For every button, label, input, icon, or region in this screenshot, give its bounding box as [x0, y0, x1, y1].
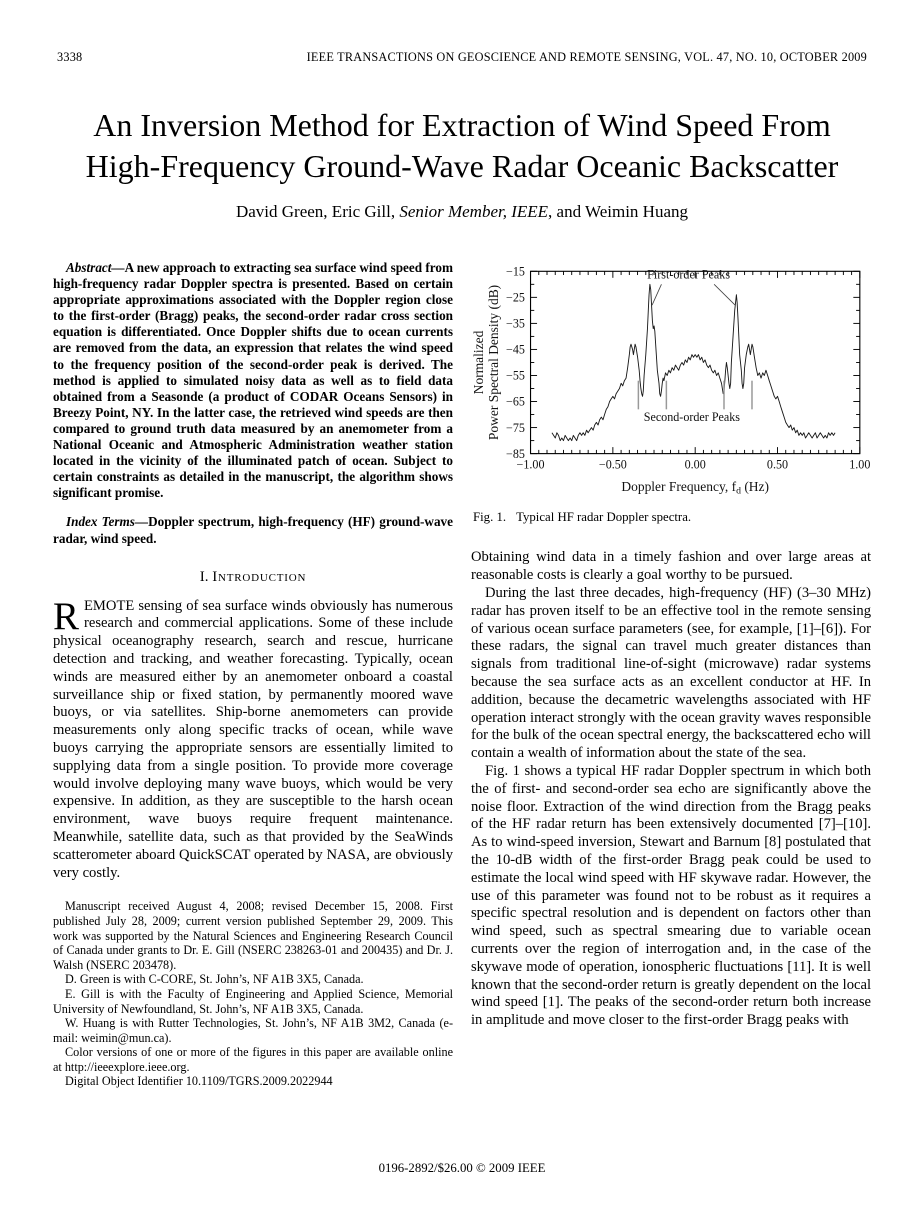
svg-text:1.00: 1.00 [849, 457, 871, 472]
section-heading-introduction [53, 569, 453, 586]
two-column-body [0, 260, 924, 1089]
abstract-text: A new approach to extracting sea surface wind speed from high-frequency radar Doppler spectra is presented. Based on certain appropriate approximations associated with the Doppler region close to the first-order (Bragg) peaks, the second-order radar cross section equation is differentiated. Once Doppler shifts due to ocean currents are removed from the data, an expression that relates the wind speed to the frequency position of the second-order peak is derived. The method is applied to simulated noisy data as well as to field data obtained from a Seasonde (a product of CODAR Oceans Sensors) in Breezy Point, NY. In the latter case, the retrieved wind speeds are then compared to ground truth data measured by an anemometer from a National Oceanic and Atmospheric Administration weather station located in the vicinity of the illuminated patch of ocean. Subject to certain constraints as detailed in the manuscript, the algorithm shows significant promise. [53, 260, 453, 501]
svg-text:Power Spectral Density (dB): Power Spectral Density (dB) [485, 284, 501, 441]
chart-axes [531, 271, 860, 453]
footnote-color-versions: Color versions of one or more of the figures in this paper are available online at http://ieeexplore.ieee.org. [53, 1045, 453, 1074]
first-page-footnotes [53, 899, 453, 1089]
author-membership: Senior Member, IEEE [399, 202, 549, 221]
author-line [0, 202, 924, 222]
journal-title: IEEE TRANSACTIONS ON GEOSCIENCE AND REMOTE SENSING, VOL. 47, NO. 10, OCTOBER 2009 [306, 50, 867, 64]
svg-text:−25: −25 [506, 290, 525, 305]
figure-1-caption-text: Typical HF radar Doppler spectra. [516, 510, 692, 525]
figure-1 [471, 262, 871, 525]
running-head [0, 0, 924, 65]
svg-text:−35: −35 [506, 316, 525, 331]
left-column [53, 260, 453, 1089]
svg-text:−1.00: −1.00 [516, 457, 545, 472]
svg-text:−0.50: −0.50 [598, 457, 627, 472]
figure-1-caption-label: Fig. 1. [473, 510, 507, 525]
svg-text:−55: −55 [506, 368, 525, 383]
body-paragraph-4: Fig. 1 shows a typical HF radar Doppler spectrum in which both the of first- and second-order sea echo are significantly above the noise floor. Extraction of the wind direction from the Bragg peaks of the HF radar return has been extensively documented [7]–[10]. As to wind-speed inversion, Stewart and Barnum [8] postulated that the 10-dB width of the first-order Bragg peak could be used to estimate the local wind speed with HF skywave radar. However, the use of this parameter was found not to be robust as it requires a specific spectral resolution and is dependent on factors other than wind speed, such as spectral smearing due to variable ocean currents over the region of interrogation and, in the case of the skywave mode of operation, ionospheric fluctuations [11]. It is well known that the second-order return is greatly dependent on the local wind speed [1]. The peaks of the second-order return both increase in amplitude and move closer to the first-order Bragg peaks with [471, 762, 871, 1029]
drop-cap: R [53, 594, 80, 638]
index-terms-paragraph [53, 514, 453, 546]
abstract-paragraph [53, 260, 453, 501]
svg-text:−85: −85 [506, 446, 525, 461]
second-order-peaks-label: Second-order Peaks [643, 410, 741, 425]
index-terms-label: Index Terms— [66, 514, 149, 530]
footnote-gill: E. Gill is with the Faculty of Engineering and Applied Science, Memorial University of Newfoundland, St. John’s, NF A1B 3X5, Canada. [53, 986, 453, 1016]
svg-text:Normalized: Normalized [471, 330, 487, 395]
paper-title: An Inversion Method for Extraction of Wind Speed From High-Frequency Ground-Wave Radar Oceanic Backscatter [85, 107, 839, 184]
footnote-green: D. Green is with C-CORE, St. John’s, NF A1B 3X5, Canada. [65, 972, 364, 987]
svg-text:0.00: 0.00 [684, 457, 706, 472]
footnote-huang: W. Huang is with Rutter Technologies, St. John’s, NF A1B 3M2, Canada (e-mail: weimin@mun.ca). [53, 1016, 453, 1045]
footnote-manuscript: Manuscript received August 4, 2008; revised December 15, 2008. First published July 28, 2009; current version published September 29, 2009. This work was supported by the Natural Sciences and Engineering Research Council of Canada under grants to Dr. E. Gill (NSERC 238263-01 and 200435) and Dr. J. Walsh (NSERC 203478). [53, 899, 453, 972]
page-number: 3338 [57, 50, 83, 64]
doppler-spectrum-chart [471, 262, 871, 496]
figure-1-caption [473, 510, 871, 525]
copyright-footer: 0196-2892/$26.00 © 2009 IEEE [378, 1161, 546, 1175]
first-order-peaks-label: First-order Peaks [647, 267, 731, 282]
section-title: Introduction [212, 568, 307, 585]
svg-text:Doppler Frequency, fd (Hz): Doppler Frequency, $f_d$ (Hz) [621, 478, 769, 497]
right-column [471, 260, 871, 1089]
intro-paragraph-1-text: EMOTE sensing of sea surface winds obviously has numerous research and commercial applications. Some of these include physical oceanography research, search and rescue, hurricane detection and tracking, and weather forecasting. Typically, ocean winds are measured either by an anemometer onboard a coastal surveillance ship or fixed station, by permanently moored wave buoys, or via satellites. Ship-borne anemometers can provide measurements only along specific tracks of ocean, while wave buoys carrying the appropriate sensors are essentially limited to supplying data from a single position. To provide more coverage would involve deploying many wave buoys, which would be very expensive. In addition, as they are susceptible to the harsh ocean environment, wave buoys require frequent maintenance. Meanwhile, satellite data, such as that provided by the SeaWinds scatterometer aboard QuickSCAT operated by NASA, are obviously very costly. [53, 597, 453, 881]
svg-text:−75: −75 [506, 420, 525, 435]
section-number: I. [199, 568, 209, 585]
body-paragraph-2: Obtaining wind data in a timely fashion and over large areas at reasonable costs is clearly a goal worthy to be pursued. [471, 549, 871, 584]
svg-text:−45: −45 [506, 342, 525, 357]
author-names-post: , and Weimin Huang [548, 202, 689, 221]
intro-paragraph-1 [53, 594, 453, 883]
abstract-label: Abstract— [66, 260, 125, 275]
svg-text:−15: −15 [506, 264, 525, 279]
svg-text:0.50: 0.50 [766, 457, 789, 472]
author-names-pre: David Green, Eric Gill, [235, 202, 400, 221]
index-terms-text: Doppler spectrum, high-frequency (HF) ground-wave radar, wind speed. [53, 514, 453, 546]
svg-text:−65: −65 [506, 394, 525, 409]
footnote-doi: Digital Object Identifier 10.1109/TGRS.2009.2022944 [65, 1074, 333, 1089]
body-paragraph-3: During the last three decades, high-frequency (HF) (3–30 MHz) radar has proven itself to be an effective tool in the remote sensing of various ocean surface parameters (see, for example, [1]–[6]). For these radars, the signal can travel much greater distances than signals from traditional line-of-sight (microwave) radar systems because the sea surface acts as an excellent conductor at HF. In addition, because the decametric wavelengths associated with HF operation interact strongly with the ocean gravity waves responsible for the bulk of the ocean spectral energy, the backscattered echo will contain a wealth of information about the state of the sea. [471, 585, 871, 762]
